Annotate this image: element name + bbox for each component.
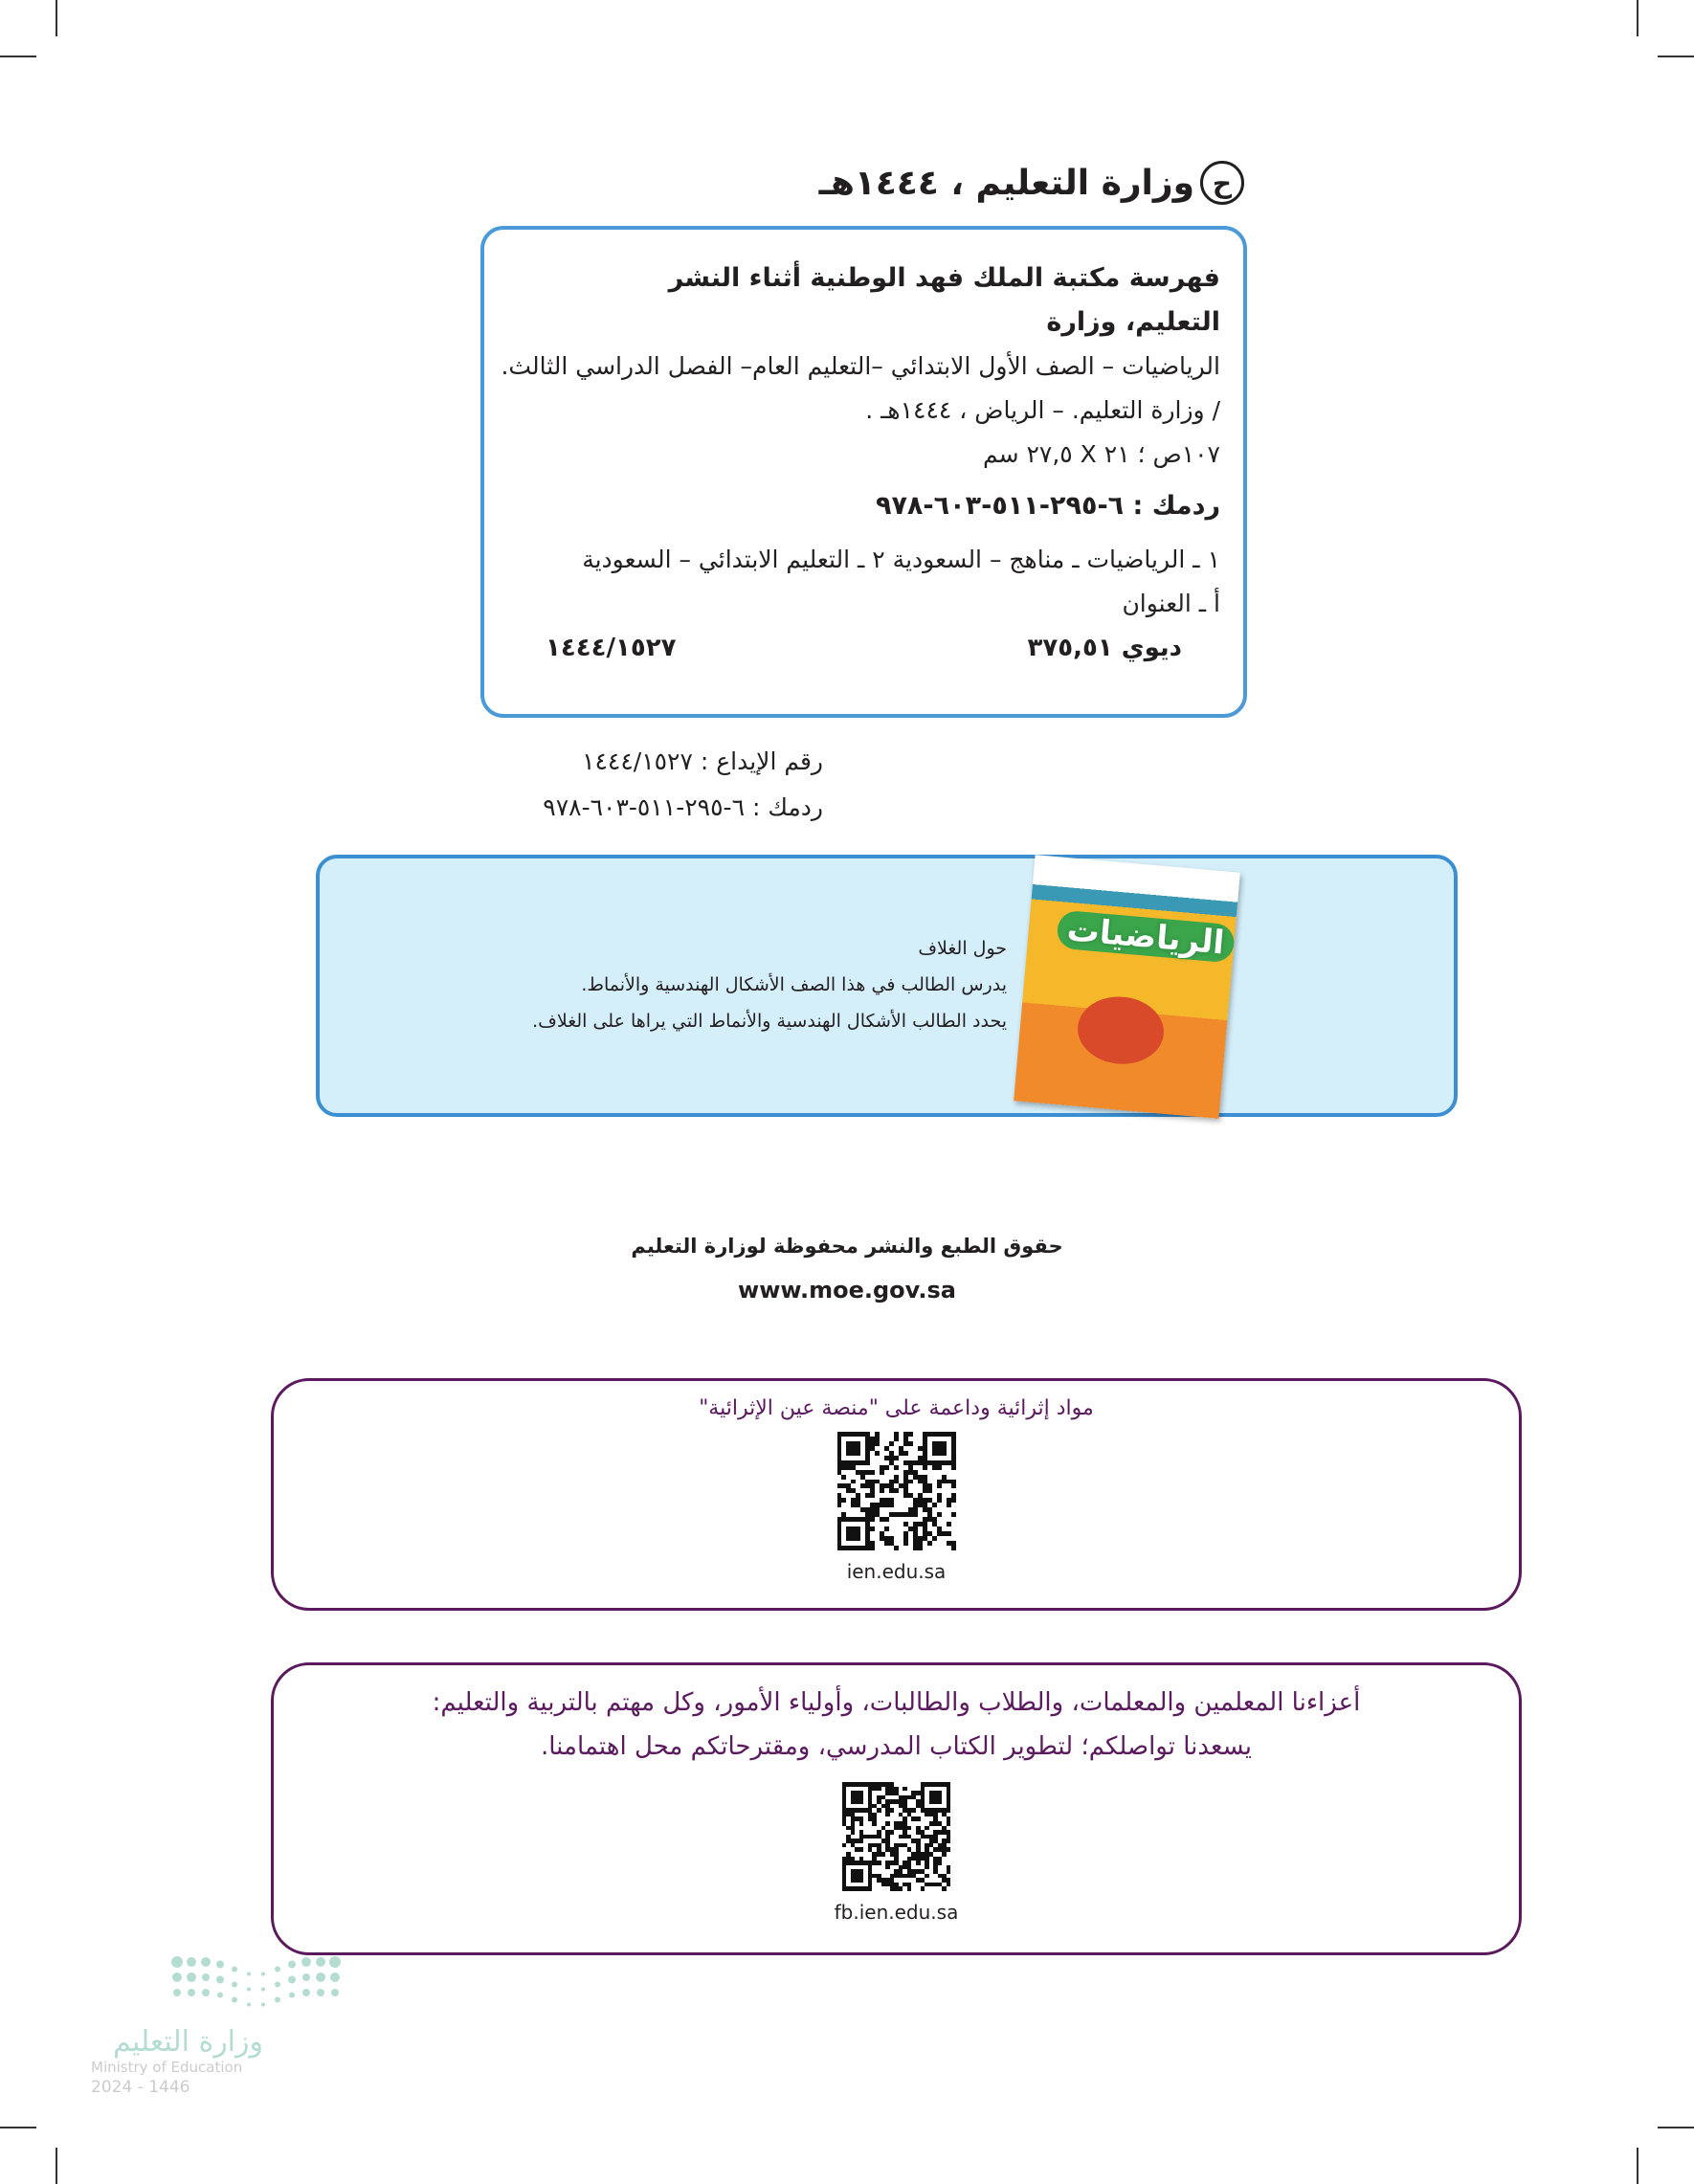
logo-dot [216,1961,224,1969]
feedback-line: يسعدنا تواصلكم؛ لتطوير الكتاب المدرسي، ومقترحاتكم محل اهتمامنا. [540,1732,1253,1761]
qr-module [947,1886,951,1891]
feedback-line: أعزاءنا المعلمين والمعلمات، والطلاب والطالبات، وأولياء الأمور، وكل مهتم بالتربية والتعليم: [432,1688,1361,1717]
copyright-icon: ح [1200,161,1244,205]
logo-dot [275,1967,280,1972]
logo-dot [187,1957,196,1967]
crop-mark [0,2127,36,2128]
logo-dot [317,1989,324,1996]
crop-mark [1637,2148,1638,2184]
crop-mark [0,56,36,57]
crop-mark [1658,2127,1694,2128]
logo-dot [316,1957,325,1967]
crab-illustration [1075,993,1167,1068]
catalog-isbn: ردمك : ٦-٢٩٥-٥١١-٦٠٣-٩٧٨ [875,491,1220,521]
logo-dot [232,1997,237,2003]
logo-years: 2024 - 1446 [91,2078,190,2097]
deposit-number: رقم الإيداع : ١٤٤٤/١٥٢٧ [582,747,823,775]
crop-mark [56,0,57,36]
rights-text: حقوق الطبع والنشر محفوظة لوزارة التعليم [631,1235,1063,1258]
ien-text: مواد إثرائية وداعمة على "منصة عين الإثرائية" [699,1396,1094,1420]
logo-english: Ministry of Education [91,2059,243,2076]
catalog-dewey: ديوي ٣٧٥,٥١ [1027,634,1182,662]
logo-dot [288,1961,296,1969]
catalog-line: ١٠٧ص ؛ ٢١ X ٢٧,٥ سم [982,440,1220,468]
cover-heading: حول الغلاف [918,938,1007,959]
logo-dot [288,1976,296,1984]
copyright-title [819,161,1244,205]
catalog-deposit: ١٤٤٤/١٥٢٧ [546,634,677,662]
crop-mark [1637,0,1638,36]
logo-dot [275,1982,280,1988]
crop-mark [56,2148,57,2184]
logo-dot [232,1982,237,1988]
logo-dot [247,2003,251,2007]
ministry-logo [91,1952,349,2097]
catalog-author: التعليم، وزارة [1046,307,1220,337]
logo-dot [301,1957,311,1967]
logo-dot [261,1972,265,1976]
catalog-line: / وزارة التعليم. – الرياض ، ١٤٤٤هـ . [865,396,1220,424]
cover-book-title: الرياضيات [1056,910,1236,964]
feedback-link[interactable]: fb.ien.edu.sa [834,1901,959,1924]
logo-dot [171,1956,183,1968]
cover-description [532,930,1007,1039]
logo-dot [188,1989,195,1996]
logo-dots-icon [91,1952,349,2010]
cover-line: يحدد الطالب الأشكال الهندسية والأنماط التي يراها على الغلاف. [532,1011,1007,1032]
logo-dot [172,1972,182,1982]
logo-dot [302,1973,310,1981]
logo-dot [202,1973,210,1981]
deposit-info [543,739,823,831]
logo-dot [329,1956,341,1968]
catalog-line: الرياضيات – الصف الأول الابتدائي –التعليم العام– الفصل الدراسي الثالث. [501,352,1220,380]
logo-dot [330,1972,340,1982]
logo-dot [261,1988,265,1992]
moe-link[interactable]: www.moe.gov.sa [738,1277,956,1304]
logo-dot [331,1989,339,1996]
feedback-qr-code[interactable] [842,1782,951,1891]
logo-dot [202,1989,210,1996]
logo-dot [261,2003,265,2007]
ien-box [271,1378,1522,1611]
logo-dot [316,1972,325,1982]
logo-dot [247,1988,251,1992]
logo-arabic: وزارة التعليم [112,2025,263,2059]
logo-dot [275,1997,280,2003]
logo-dot [289,1993,295,1998]
logo-dot [187,1972,196,1982]
ien-qr-code[interactable] [837,1432,956,1550]
catalog-title-entry: أ ـ العنوان [1122,590,1220,617]
logo-dot [173,1989,181,1996]
logo-dot [201,1957,211,1967]
catalog-box [480,226,1247,718]
logo-dot [247,1972,251,1976]
logo-dot [217,1993,223,1998]
catalog-heading: فهرسة مكتبة الملك فهد الوطنية أثناء النشر [668,263,1220,293]
crop-mark [1658,56,1694,57]
ien-link[interactable]: ien.edu.sa [846,1560,947,1583]
deposit-isbn: ردمك : ٦-٢٩٥-٥١١-٦٠٣-٩٧٨ [543,793,823,821]
logo-dot [302,1989,310,1996]
catalog-subjects: ١ ـ الرياضيات ـ مناهج – السعودية ٢ ـ التعليم الابتدائي – السعودية [582,546,1220,573]
logo-dot [232,1967,237,1972]
cover-line: يدرس الطالب في هذا الصف الأشكال الهندسية والأنماط. [581,974,1007,995]
feedback-box [271,1662,1522,1955]
book-cover-image [1014,855,1240,1119]
logo-dot [216,1976,224,1984]
qr-module [951,1546,956,1550]
copyright-text: وزارة التعليم ، ١٤٤٤هـ [818,163,1194,203]
